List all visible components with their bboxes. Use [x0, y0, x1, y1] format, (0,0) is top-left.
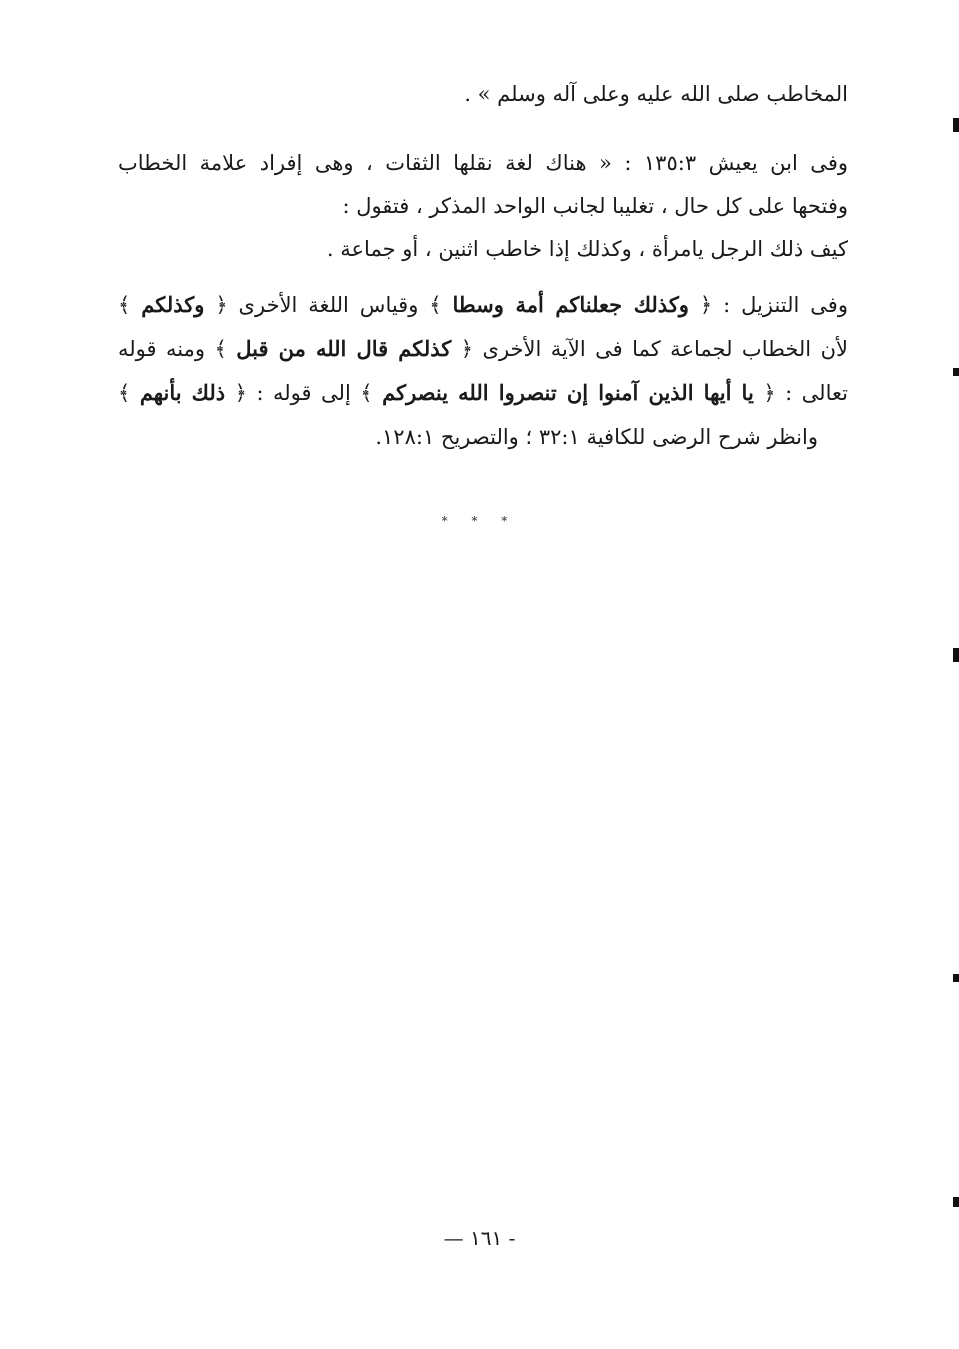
paragraph-2 [118, 142, 848, 271]
quran-quote: وكذلكم [141, 292, 205, 317]
edge-mark [953, 118, 959, 132]
text-run: وفى التنزيل : ﴿ [699, 293, 848, 317]
text-run: تعالى : ﴿ [763, 381, 848, 405]
text-line: وفتحها على كل حال ، تغليبا لجانب الواحد المذكر ، فتقول : [342, 194, 848, 218]
text-line: وانظر شرح الرضى للكافية ٣٢:١ ؛ والتصريح ١٢٨:١. [375, 425, 818, 449]
paragraph-3 [118, 283, 848, 459]
text-line: وفى ابن يعيش ١٣٥:٣ : « هناك لغة نقلها الثقات ، وهى إفراد علامة الخطاب [118, 151, 848, 175]
edge-mark [953, 368, 959, 376]
quran-quote: وكذلك جعلناكم أمة وسطا [452, 292, 689, 317]
edge-mark [953, 1197, 959, 1207]
edge-mark [953, 648, 959, 662]
page-number: - ١٦١ — [443, 1226, 516, 1250]
quran-quote: يا أيها الذين آمنوا إن تنصروا الله ينصركم [382, 380, 754, 405]
text-line [118, 327, 848, 371]
text-run: ﴾ ومنه قوله [118, 337, 227, 361]
text-run: ﴾ [118, 381, 131, 405]
text-run: ﴾ إلى قوله : ﴿ [234, 381, 373, 405]
text-line [118, 283, 848, 327]
section-separator: * * * [441, 514, 518, 528]
edge-mark [953, 974, 959, 982]
text-line [118, 371, 848, 415]
text-line: كيف ذلك الرجل يامرأة ، وكذلك إذا خاطب اثنين ، أو جماعة . [326, 237, 848, 261]
quran-quote: كذلكم قال الله من قبل [236, 336, 452, 361]
text-run: ﴾ [118, 293, 131, 317]
paragraph-1 [118, 80, 848, 108]
quran-quote: ذلك بأنهم [139, 380, 226, 405]
text-line: المخاطب صلى الله عليه وعلى آله وسلم » . [464, 82, 848, 106]
text-run: لأن الخطاب لجماعة كما فى الآية الأخرى ﴿ [460, 337, 848, 361]
text-run: ﴾ وقياس اللغة الأخرى ﴿ [215, 293, 442, 317]
